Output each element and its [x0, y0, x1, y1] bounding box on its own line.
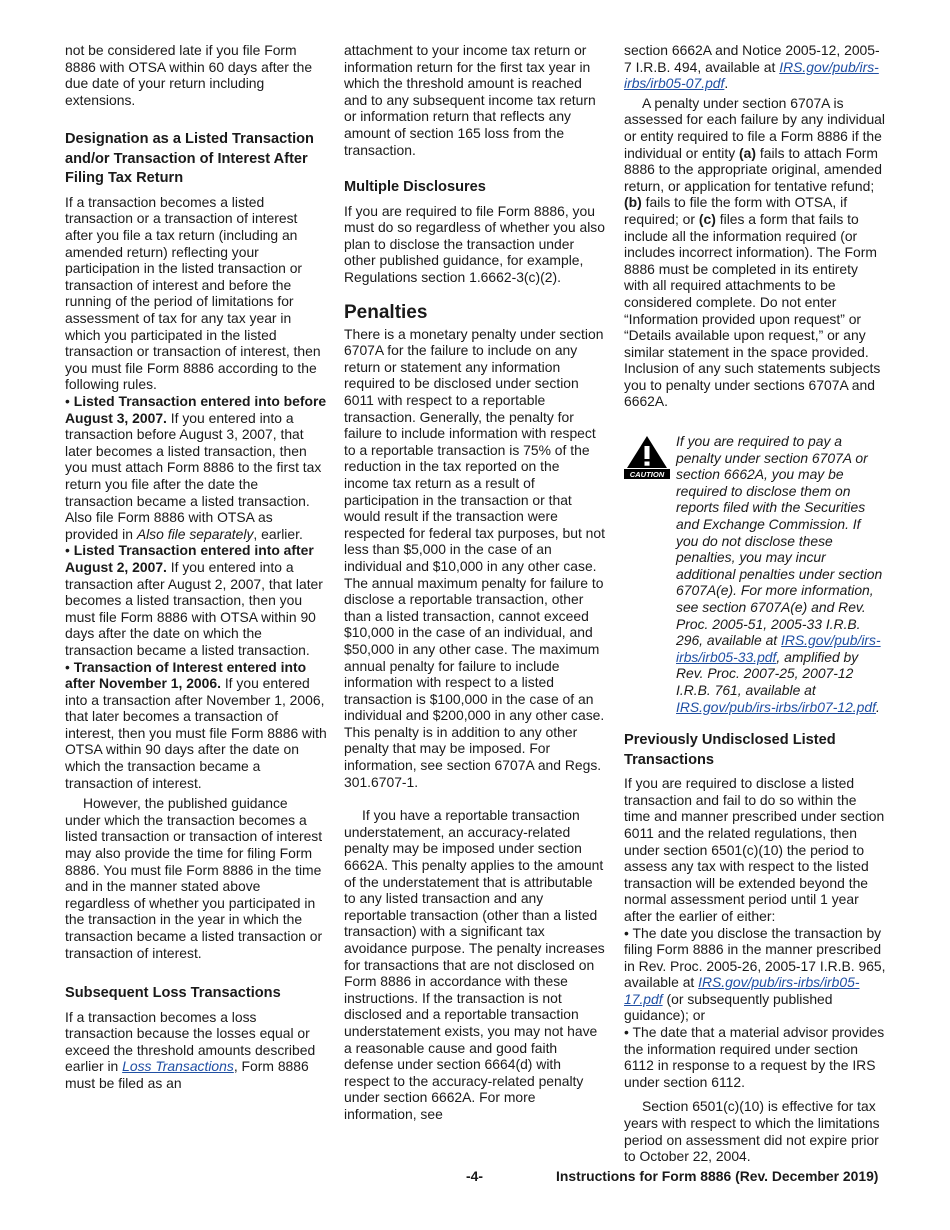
bullet-listed-before-text: If you entered into a transaction before August 3, 2007, that later becomes a listed transaction, then you must attach Form 8886 to the first tax return you file after the date the transaction became a listed transaction. Also file Form 8886 with OTSA as provided in [65, 409, 322, 542]
bullet-interest: • Transaction of Interest entered into after November 1, 2006. If you entered into a transaction after November 1, 2006, that later becomes a transaction of interest, then you must file Form 8886 with OTSA within 90 days after the date on which the transaction became a transaction of interest. [65, 658, 327, 791]
penalty-6707a-paragraph [624, 95, 886, 410]
column-right [624, 42, 886, 1165]
penalty-key-c: (c) [698, 210, 716, 227]
column-left [65, 42, 327, 1092]
caution-note [624, 433, 886, 715]
penalty-6707a-text-3: fails to file the form with OTSA, if required; or [624, 194, 848, 227]
column-middle [344, 42, 606, 1123]
penalty-6707a-text-2: fails to attach Form 8886 to the appropriate original, amended return, or application for tentative refund; [624, 144, 882, 194]
irb05-17-link[interactable]: IRS.gov/pub/irs-irbs/irb05-17.pdf [624, 974, 860, 1007]
penalties-paragraph: There is a monetary penalty under section 6707A for the failure to include on any return or statement any information required to be disclosed under section 6011 with respect to a reportable transaction. Generally, the penalty for failure to include information with respect to a reportable transaction is 75% of the reduction in the tax reported on the income tax return as a result of participation in the transaction or that would result if the transaction were respected for federal tax purposes, but not less than $5,000 in the case of an individual and $10,000 in any other case. The annual maximum penalty for failure to disclose a reportable transaction, other than a listed transaction, cannot exceed $10,000 in the case of an individual, and $50,000 in any other case. The maximum annual penalty for failure to include information with respect to a listed transaction is $100,000 in the case of an individual and $200,000 in any other case. This penalty is in addition to any other penalty that may be imposed. For information, see section 6707A and Regs. 301.6707-1. [344, 325, 605, 790]
page-number: -4- [466, 1168, 483, 1184]
bullet-material-advisor-text: The date that a material advisor provides the information required under section 6112 in response to a request by the IRS under section 6112. [624, 1024, 885, 1090]
bullet-disclose-date-end: (or subsequently published guidance); or [624, 990, 833, 1024]
however-paragraph: However, the published guidance under which the transaction becomes a listed transaction or transaction of interest may also provide the time for filing Form 8886. You must file Form 8886 in the time and in the manner stated above regardless of whether you participated in the transaction in the year in which the transaction became a listed transaction or transaction of interest. [65, 795, 323, 961]
heading-penalties: Penalties [344, 301, 428, 323]
bullet-material-advisor: • The date that a material advisor provides the information required under section 6112 in response to a request by the IRS under section 6112. [624, 1024, 885, 1090]
multiple-disclosures-paragraph: If you are required to file Form 8886, you must do so regardless of whether you also plan to disclose the transaction under other published guidance, for example, Regulations section 1.6662-3(c)(2). [344, 202, 605, 286]
understatement-paragraph: If you have a reportable transaction understatement, an accuracy-related penalty may be imposed under section 6662A. This penalty applies to the amount of the understatement that is attributable to any listed transaction and any reportable transaction (other than a listed transaction) with a significant tax avoidance purpose. The penalty increases for transactions that are not disclosed on Form 8886 in accordance with these instructions. If the transaction is not disclosed and a reportable transaction understatement exists, you may not have a reasonable cause and good faith defense under section 6664(d) with respect to the accuracy-related penalty under section 6662A. For more information, see [344, 807, 605, 1122]
bullet-disclose-date: • The date you disclose the transaction by filing Form 8886 in the manner prescribed in Rev. Proc. 2005-26, 2005-17 I.R.B. 965, available at IRS.gov/pub/irs-irbs/irb05-17.pdf (or subsequently published guidance); or [624, 924, 886, 1024]
irb05-07-link[interactable]: IRS.gov/pub/irs-irbs/irb05-07.pdf [624, 58, 879, 92]
bullet-listed-after: • Listed Transaction entered into after August 2, 2007. If you entered into a transaction after August 2, 2007, that later becomes a listed transaction, then you must file Form 8886 with OTSA within 90 days after the date on which the transaction became a listed transaction. [65, 542, 323, 658]
penalty-key-b: (b) [624, 194, 642, 211]
effective-paragraph: Section 6501(c)(10) is effective for tax years with respect to which the limitations period on assessment did not expire prior to October 22, 2004. [624, 1098, 880, 1165]
notice-paragraph-text: section 6662A and Notice 2005-12, 2005-7 I.R.B. 494, available at [624, 42, 880, 75]
heading-multiple-disclosures: Multiple Disclosures [344, 179, 486, 196]
bullet-interest-title: Transaction of Interest entered into after November 1, 2006. [65, 658, 307, 692]
caution-icon [624, 434, 670, 480]
bullet-listed-before-title: Listed Transaction entered into before August 3, 2007. [65, 393, 327, 426]
caution-text-1: If you are required to pay a penalty under section 6707A or section 6662A, you may be required to disclose them on reports filed with the Securities and Exchange Commission. If you do not disclose these penalties, you may incur additional penalties under section 6707A(e). For more information, see section 6707A(e) and Rev. Proc. 2005-51, 2005-33 I.R.B. 296, available at [676, 433, 883, 649]
bullet-listed-after-title: Listed Transaction entered into after August 2, 2007. [65, 542, 314, 575]
loss-paragraph-text: If a transaction becomes a loss transaction because the losses equal or exceed the threshold amounts described earlier in [65, 1008, 316, 1075]
continuation-paragraph: attachment to your income tax return or information return for the first tax year in which the threshold amount is reached and to any subsequent income tax return or information return that reflects any amount of section 165 loss from the transaction. [344, 42, 596, 158]
document-title-footer: Instructions for Form 8886 (Rev. December 2019) [556, 1168, 879, 1184]
penalty-6707a-text-4: files a form that fails to include all the information required (or includes incorrect information). The Form 8886 must be completed in its entirety with all required attachments to be considered complete. Do not enter “Information provided upon request” or “Details available upon request,” or any similar statement in the space provided. Inclusion of any such statements subjects you to penalty under sections 6707A and 6662A. [624, 210, 881, 410]
loss-transactions-link[interactable]: Loss Transactions [122, 1058, 234, 1075]
bullet-listed-after-text: If you entered into a transaction after August 2, 2007, that later becomes a listed transaction, then you must file Form 8886 with OTSA within 90 days after the date on which the transaction became a listed transaction. [65, 558, 323, 658]
loss-paragraph [65, 1009, 327, 1092]
penalty-key-a: (a) [739, 144, 757, 161]
previously-undisclosed-paragraph: If you are required to disclose a listed transaction and fail to do so within the time and manner prescribed under section 6011 and the related regulations, then under section 6501(c)(10) the period to assess any tax with respect to the listed transaction will be extended beyond the normal assessment period until 1 year after the earlier of either: [624, 775, 885, 924]
bullet-disclose-date-text: The date you disclose the transaction by filing Form 8886 in the manner prescribed in Rev. Proc. 2005-26, 2005-17 I.R.B. 965, available at [624, 924, 886, 991]
bullet-interest-text: If you entered into a transaction after November 1, 2006, that later becomes a transaction of interest, then you must file Form 8886 with OTSA within 90 days after the date on which the transaction became a transaction of interest. [65, 675, 327, 791]
designation-paragraph: If a transaction becomes a listed transaction or a transaction of interest after you file a tax return (including an amended return) reflecting your participation in the listed transaction or transaction of interest and before the running of the period of limitations for assessment of tax for any tax year in which you participated in the listed transaction or transaction of interest, then you must file Form 8886 according to the following rules. [65, 193, 321, 393]
penalty-6707a-text-1: A penalty under section 6707A is assessed for each failure by any individual or entity required to file a Form 8886 if the individual or entity [624, 94, 885, 161]
also-file-separately-ref: Also file separately [136, 525, 254, 542]
caution-text-end: . [875, 698, 880, 715]
irb07-12-link[interactable]: IRS.gov/pub/irs-irbs/irb07-12.pdf [676, 698, 876, 715]
intro-paragraph: not be considered late if you file Form 8886 with OTSA within 60 days after the due date of your return including extensions. [65, 42, 313, 108]
bullet-listed-before: • Listed Transaction entered into before August 3, 2007. If you entered into a transaction before August 3, 2007, that later becomes a listed transaction, then you must attach Form 8886 to the first tax return you file after the date the transaction became a listed transaction. Also file Form 8886 with OTSA as provided in Also file separately, earlier. [65, 393, 327, 542]
caution-label: CAUTION [629, 470, 665, 480]
heading-previously-undisclosed: Previously Undisclosed Listed Transactions [624, 732, 836, 768]
heading-subsequent-loss: Subsequent Loss Transactions [65, 985, 281, 1002]
notice-paragraph [624, 42, 886, 92]
bullet-listed-before-end: , earlier. [253, 525, 303, 542]
notice-paragraph-end: . [724, 75, 729, 92]
caution-text-2: , amplified by Rev. Proc. 2007-25, 2007-12 I.R.B. 761, available at [676, 648, 859, 698]
irb05-33-link[interactable]: IRS.gov/pub/irs-irbs/irb05-33.pdf [676, 632, 881, 665]
loss-paragraph-end: , Form 8886 must be filed as an [65, 1058, 309, 1092]
heading-designation: Designation as a Listed Transaction and/or Transaction of Interest After Filing Tax Return [65, 131, 314, 187]
